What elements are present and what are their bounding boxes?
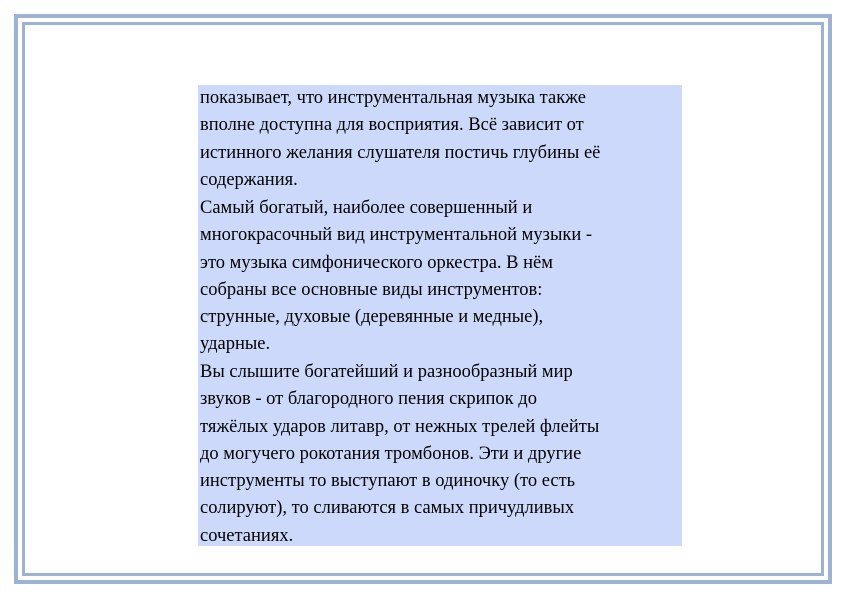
paragraph-2: Самый богатый, наиболее совершенный и многокрасочный вид инструментальной музыки - это музыка симфонического оркестра. В нём собраны все основные виды инструментов: струнные, духовые (деревянные и медные), ударные. bbox=[200, 198, 593, 355]
paragraph-3: Вы слышите богатейший и разнообразный мир звуков - от благородного пения скрипок до тяжёлых ударов литавр, от нежных трелей флейты до могучего рокотания тромбонов. Эти и другие инструменты то выступают в одиночку (то есть солируют), то сливаются в самых причудливых сочетаниях. bbox=[200, 362, 600, 546]
paragraph-1: показывает, что инструментальная музыка также вполне доступна для восприятия. Всё зависит от истинного желания слушателя постичь глубины её содержания. bbox=[200, 88, 601, 190]
slide-text-box bbox=[198, 85, 682, 546]
